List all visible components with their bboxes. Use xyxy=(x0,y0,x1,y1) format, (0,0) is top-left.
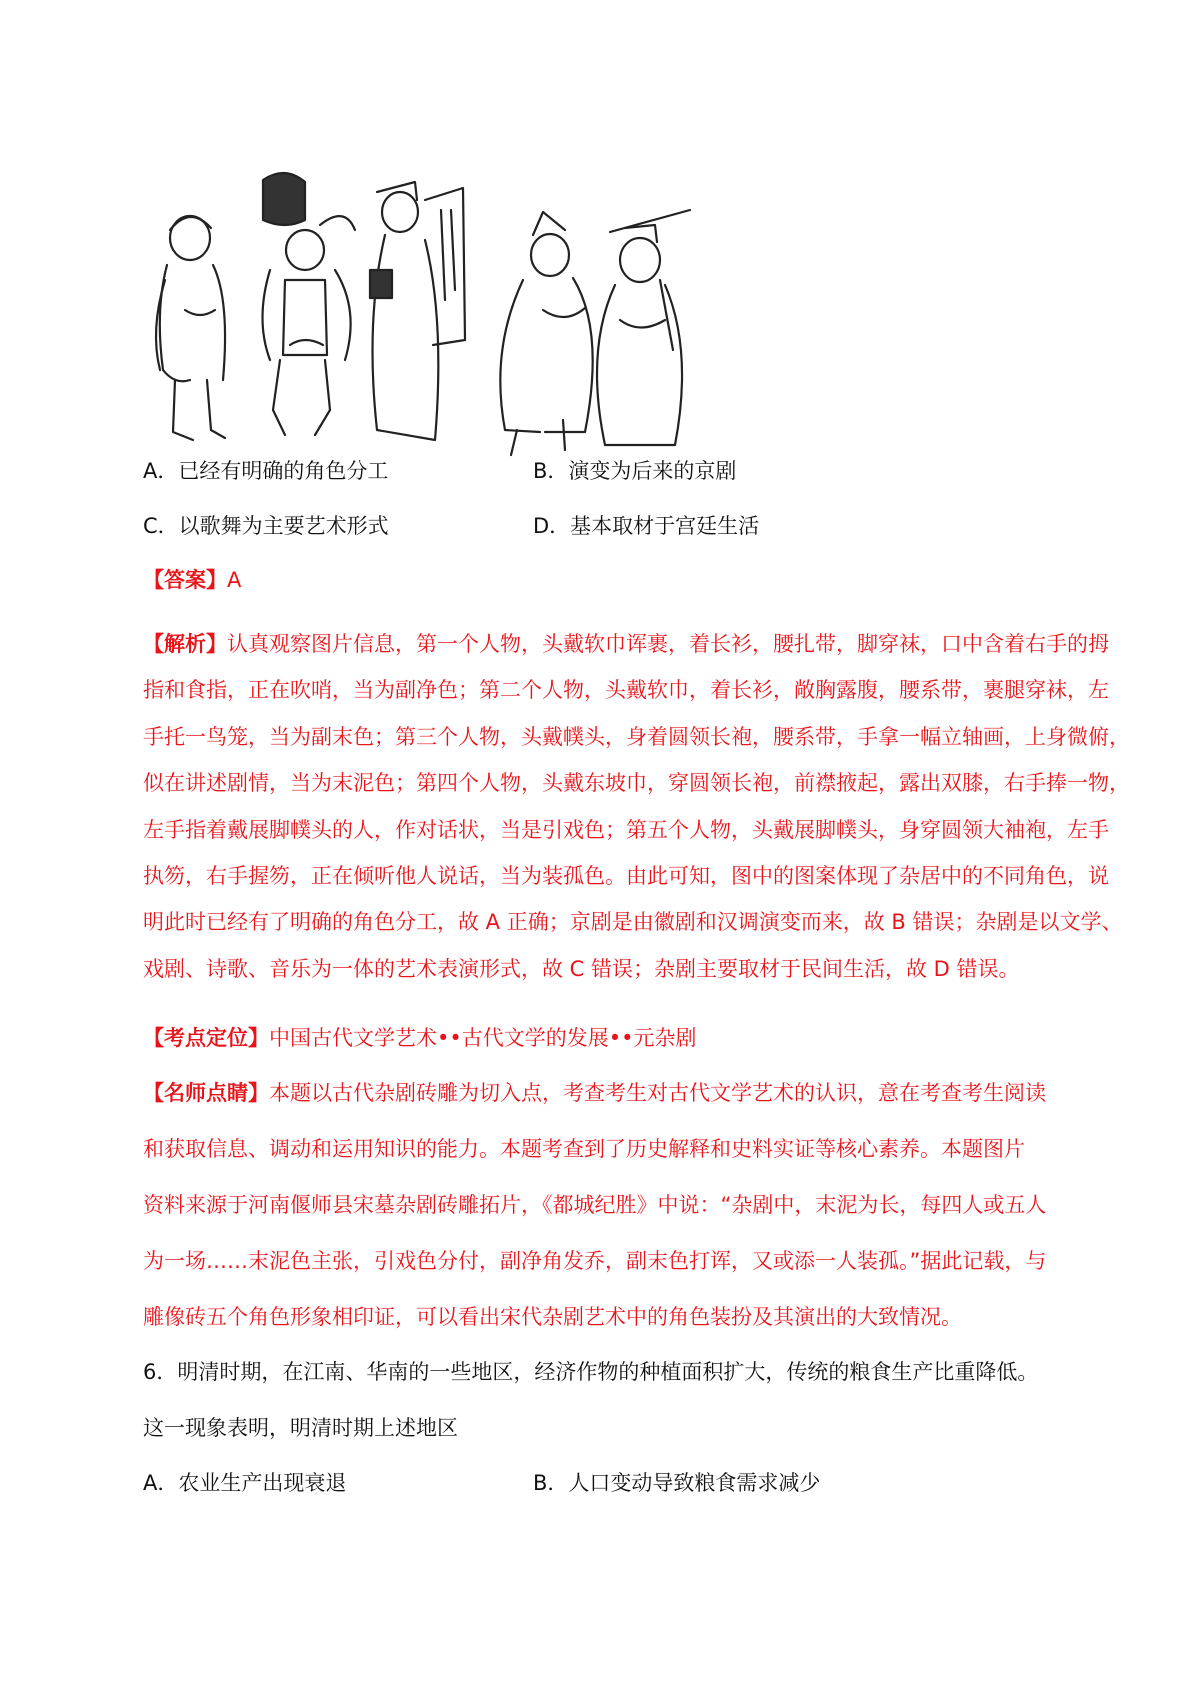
figure-yinxi xyxy=(500,212,592,455)
mingshi-line-5: 雕像砖五个角色形象相印证，可以看出宋代杂剧艺术中的角色装扮及其演出的大致情况。 xyxy=(143,1305,962,1329)
q6-option-b: B．人口变动导致粮食需求减少 xyxy=(533,1471,821,1495)
q6-option-a: A．农业生产出现衰退 xyxy=(143,1471,347,1495)
analysis-line: 似在讲述剧情，当为末泥色；第四个人物，头戴东坡巾，穿圆领长袍，前襟掖起，露出双膝，右手捧一物， xyxy=(143,771,1130,796)
question-6-stem-1: 6．明清时期，在江南、华南的一些地区，经济作物的种植面积扩大，传统的粮食生产比重降低。 xyxy=(143,1360,1039,1384)
analysis-line: 指和食指，正在吹哨，当为副净色；第二个人物，头戴软巾，着长衫，敞胸露腹，腰系带，裹腿穿袜，左 xyxy=(143,678,1109,703)
mingshi-line-2: 和获取信息、调动和运用知识的能力。本题考查到了历史解释和史料实证等核心素养。本题图片 xyxy=(143,1137,1025,1161)
figure-fumo xyxy=(263,216,356,435)
mingshi-label: 【名师点睛】 xyxy=(143,1081,269,1105)
option-b: B．演变为后来的京剧 xyxy=(533,459,737,483)
option-c: C．以歌舞为主要艺术形式 xyxy=(143,514,389,538)
figure-moni xyxy=(370,182,465,440)
question-6-stem-2: 这一现象表明，明清时期上述地区 xyxy=(143,1416,458,1440)
figure-fujing xyxy=(156,216,225,440)
kaodian-label: 【考点定位】 xyxy=(143,1026,269,1050)
answer-value: A xyxy=(227,568,242,592)
answer-label: 【答案】 xyxy=(143,568,227,592)
analysis-line: 戏剧、诗歌、音乐为一体的艺术表演形式，故 C 错误；杂剧主要取材于民间生活，故 D 错误。 xyxy=(143,956,1020,981)
birdcage-icon xyxy=(263,173,305,225)
mingshi-line-3: 资料来源于河南偃师县宋墓杂剧砖雕拓片，《都城纪胜》中说：“杂剧中，末泥为长，每四人或五人 xyxy=(143,1193,1047,1217)
figure-zhuanggu xyxy=(597,210,690,445)
analysis-section xyxy=(143,621,1143,992)
mingshi-line-1 xyxy=(143,1077,1046,1107)
analysis-label: 【解析】 xyxy=(143,632,227,656)
kaodian-line xyxy=(143,1022,697,1052)
analysis-line: 认真观察图片信息，第一个人物，头戴软巾诨裹，着长衫，腰扎带，脚穿袜，口中含着右手的拇 xyxy=(227,632,1109,656)
analysis-line: 手托一鸟笼，当为副末色；第三个人物，头戴幞头，身着圆领长袍，腰系带，手拿一幅立轴画，上身微俯， xyxy=(143,724,1130,749)
analysis-line: 明此时已经有了明确的角色分工，故 A 正确；京剧是由徽剧和汉调演变而来，故 B 错误；杂剧是以文学、 xyxy=(143,910,1123,935)
analysis-line: 执笏，右手握笏，正在倾听他人说话，当为装孤色。由此可知，图中的图案体现了杂居中的不同角色，说 xyxy=(143,864,1109,889)
analysis-line: 左手指着戴展脚幞头的人，作对话状，当是引戏色；第五个人物，头戴展脚幞头，身穿圆领大袖袍，左手 xyxy=(143,817,1109,842)
answer-line xyxy=(143,564,241,594)
mingshi-text: 本题以古代杂剧砖雕为切入点，考查考生对古代文学艺术的认识，意在考查考生阅读 xyxy=(269,1081,1046,1105)
option-d: D．基本取材于宫廷生活 xyxy=(533,514,760,538)
kaodian-text: 中国古代文学艺术••古代文学的发展••元杂剧 xyxy=(269,1026,697,1050)
zaju-figures-illustration xyxy=(145,170,760,470)
mingshi-line-4: 为一场……末泥色主张，引戏色分付，副净角发乔，副末色打诨，又或添一人装孤。”据此记载，与 xyxy=(143,1249,1047,1273)
option-a: A．已经有明确的角色分工 xyxy=(143,459,389,483)
